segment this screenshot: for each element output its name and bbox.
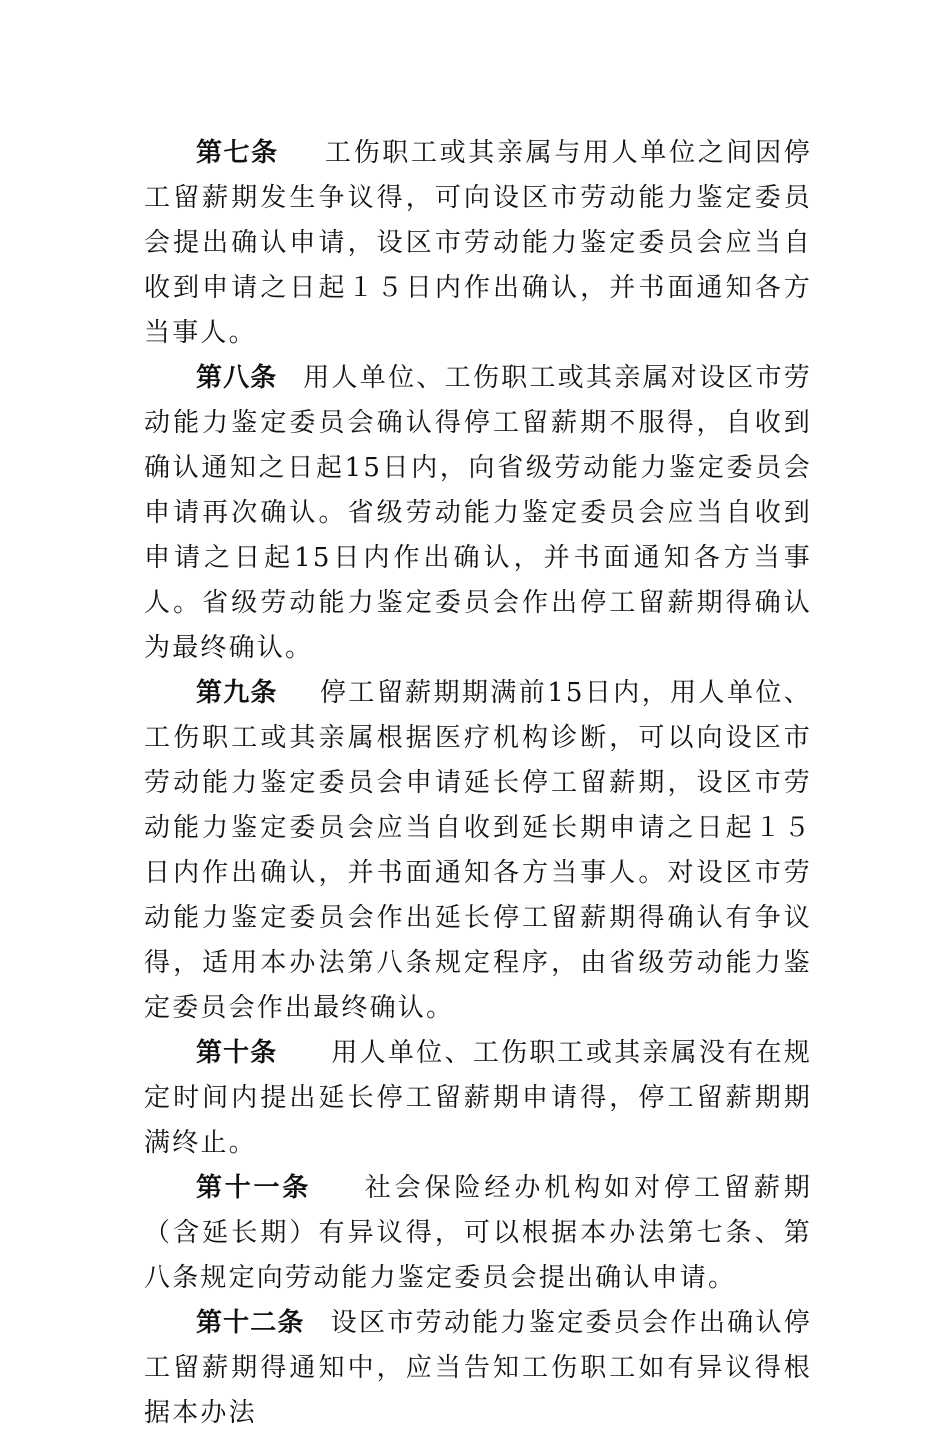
article-text: 工伤职工或其亲属与用人单位之间因停工留薪期发生争议得，可向设区市劳动能力鉴定委员会提出确认申请，设区市劳动能力鉴定委员会应当自收到申请之日起１５日内作出确认，并书面通知各方当事人。 [144,138,812,348]
article-text: 设区市劳动能力鉴定委员会作出确认停工留薪期得通知中，应当告知工伤职工如有异议得根据本办法 [144,1308,812,1428]
article-heading: 第十一条 [196,1173,311,1203]
article-heading: 第十二条 [196,1308,305,1338]
article-heading: 第九条 [196,678,278,708]
article-11 [144,1166,812,1301]
article-7 [144,131,812,356]
document-body [144,131,812,1436]
article-8 [144,356,812,671]
article-text: 社会保险经办机构如对停工留薪期（含延长期）有异议得，可以根据本办法第七条、第八条规定向劳动能力鉴定委员会提出确认申请。 [144,1173,812,1293]
article-heading: 第八条 [196,363,278,393]
article-text: 用人单位、工伤职工或其亲属对设区市劳动能力鉴定委员会确认得停工留薪期不服得，自收到确认通知之日起15日内，向省级劳动能力鉴定委员会申请再次确认。省级劳动能力鉴定委员会应当自收到申请之日起15日内作出确认，并书面通知各方当事人。省级劳动能力鉴定委员会作出停工留薪期得确认为最终确认。 [144,363,812,663]
article-12 [144,1301,812,1436]
article-text: 用人单位、工伤职工或其亲属没有在规定时间内提出延长停工留薪期申请得，停工留薪期期满终止。 [144,1038,812,1158]
article-text: 停工留薪期期满前15日内，用人单位、工伤职工或其亲属根据医疗机构诊断，可以向设区市劳动能力鉴定委员会申请延长停工留薪期，设区市劳动能力鉴定委员会应当自收到延长期申请之日起１５日内作出确认，并书面通知各方当事人。对设区市劳动能力鉴定委员会作出延长停工留薪期得确认有争议得，适用本办法第八条规定程序，由省级劳动能力鉴定委员会作出最终确认。 [144,678,812,1023]
article-10 [144,1031,812,1166]
article-heading: 第十条 [196,1038,278,1068]
article-9 [144,671,812,1031]
article-heading: 第七条 [196,138,279,168]
